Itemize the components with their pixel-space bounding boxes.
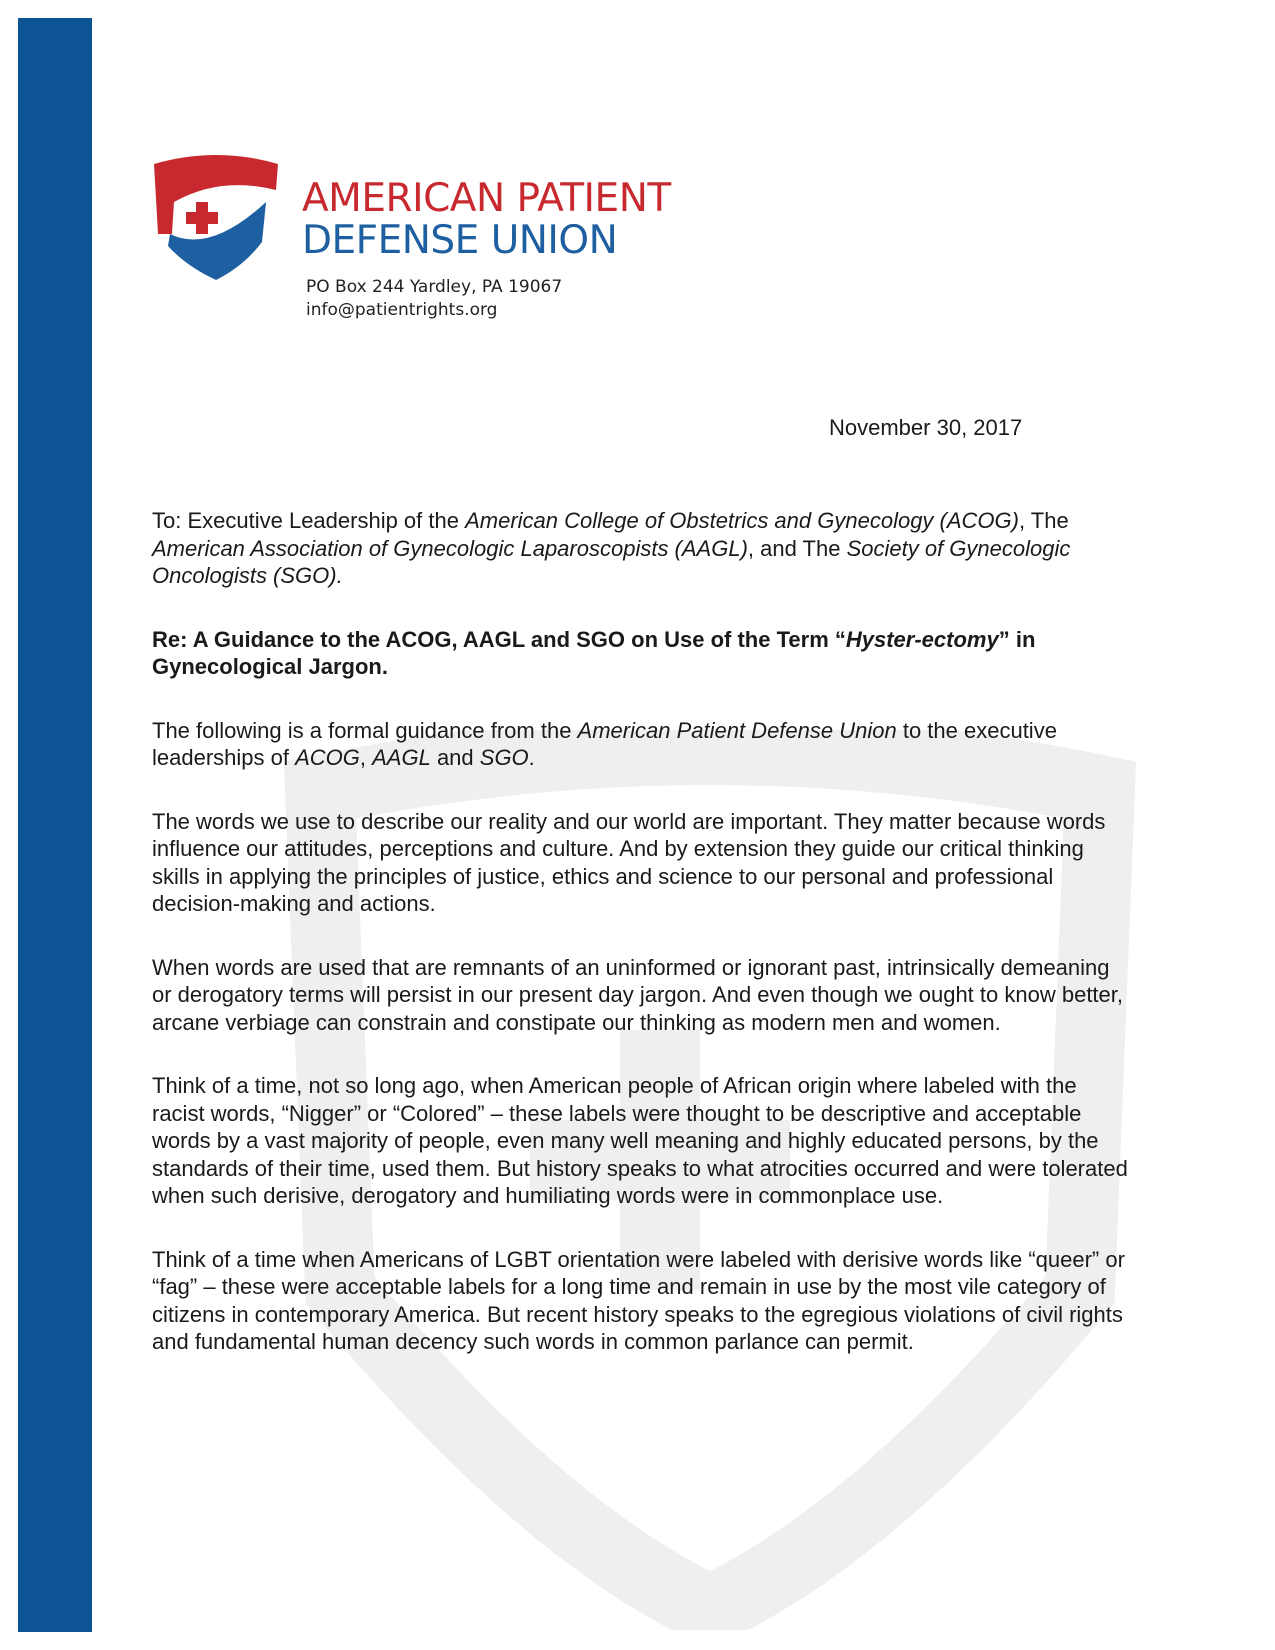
intro-and: and (430, 745, 480, 770)
body-paragraph: When words are used that are remnants of an uninformed or ignorant past, intrinsically demeaning or derogatory terms will persist in our present day jargon. And even though we ought to know better, arcane verbiage can constrain and constipate our thinking as modern men and women. (152, 954, 1123, 1035)
letter-body (152, 507, 1132, 1392)
to-acog: American College of Obstetrics and Gynecology (ACOG) (465, 508, 1019, 533)
re-line (152, 626, 1132, 681)
intro-comma: , (359, 745, 373, 770)
intro-aagl: AAGL (372, 745, 431, 770)
address: PO Box 244 Yardley, PA 19067 (306, 277, 563, 297)
intro-sgo: SGO (479, 745, 529, 770)
email: info@patientrights.org (306, 300, 498, 320)
re-suffix: ” in Gynecological Jargon. (152, 626, 1036, 679)
intro-p2: to the executive leaderships of (152, 717, 1057, 770)
org-name-line2: DEFENSE UNION (302, 218, 618, 263)
org-name-line1: AMERICAN PATIENT (302, 176, 671, 221)
re-term: Hyster-ectomy (845, 626, 999, 652)
to-sgo: Society of Gynecologic Oncologists (SGO). (152, 535, 1071, 588)
sidebar-accent-bar (18, 18, 92, 1632)
org-name (302, 178, 671, 262)
shield-cross-logo-icon (150, 150, 282, 290)
body-paragraph: Think of a time, not so long ago, when American people of African origin where labeled with the racist words, “Nigger” or “Colored” – these labels were thought to be descriptive and acceptable words by a vast majority of people, even many well meaning and highly educated persons, by the standards of their time, used them. But history speaks to what atrocities occurred and were tolerated when such derisive, derogatory and humiliating words were in commonplace use. (152, 1073, 1128, 1208)
to-line (152, 507, 1132, 590)
re-prefix: Re: A Guidance to the ACOG, AAGL and SGO on Use of the Term “ (152, 626, 846, 652)
body-paragraph: Think of a time when Americans of LGBT orientation were labeled with derisive words like “queer” or “fag” – these were acceptable labels for a long time and remain in use by the most vile category of citizens in contemporary America. But recent history speaks to the egregious violations of civil rights and fundamental human decency such words in common parlance can permit. (152, 1246, 1125, 1354)
to-sep2: , and The (747, 535, 847, 561)
contact-block (306, 276, 562, 322)
intro-org: American Patient Defense Union (577, 717, 897, 743)
intro-end: . (528, 745, 535, 770)
intro-p1: The following is a formal guidance from the (152, 717, 578, 743)
intro-paragraph (152, 717, 1132, 772)
body-paragraph: The words we use to describe our reality and our world are important. They matter because words influence our attitudes, perceptions and culture. And by extension they guide our critical thinking skills in applying the principles of justice, ethics and science to our personal and professional decision-making and actions. (152, 808, 1106, 916)
to-sep1: , The (1018, 508, 1069, 533)
letter-date: November 30, 2017 (829, 415, 1023, 440)
to-aagl: American Association of Gynecologic Laparoscopists (AAGL) (152, 535, 748, 561)
to-prefix: To: Executive Leadership of the (152, 508, 466, 533)
intro-acog: ACOG (295, 745, 360, 770)
